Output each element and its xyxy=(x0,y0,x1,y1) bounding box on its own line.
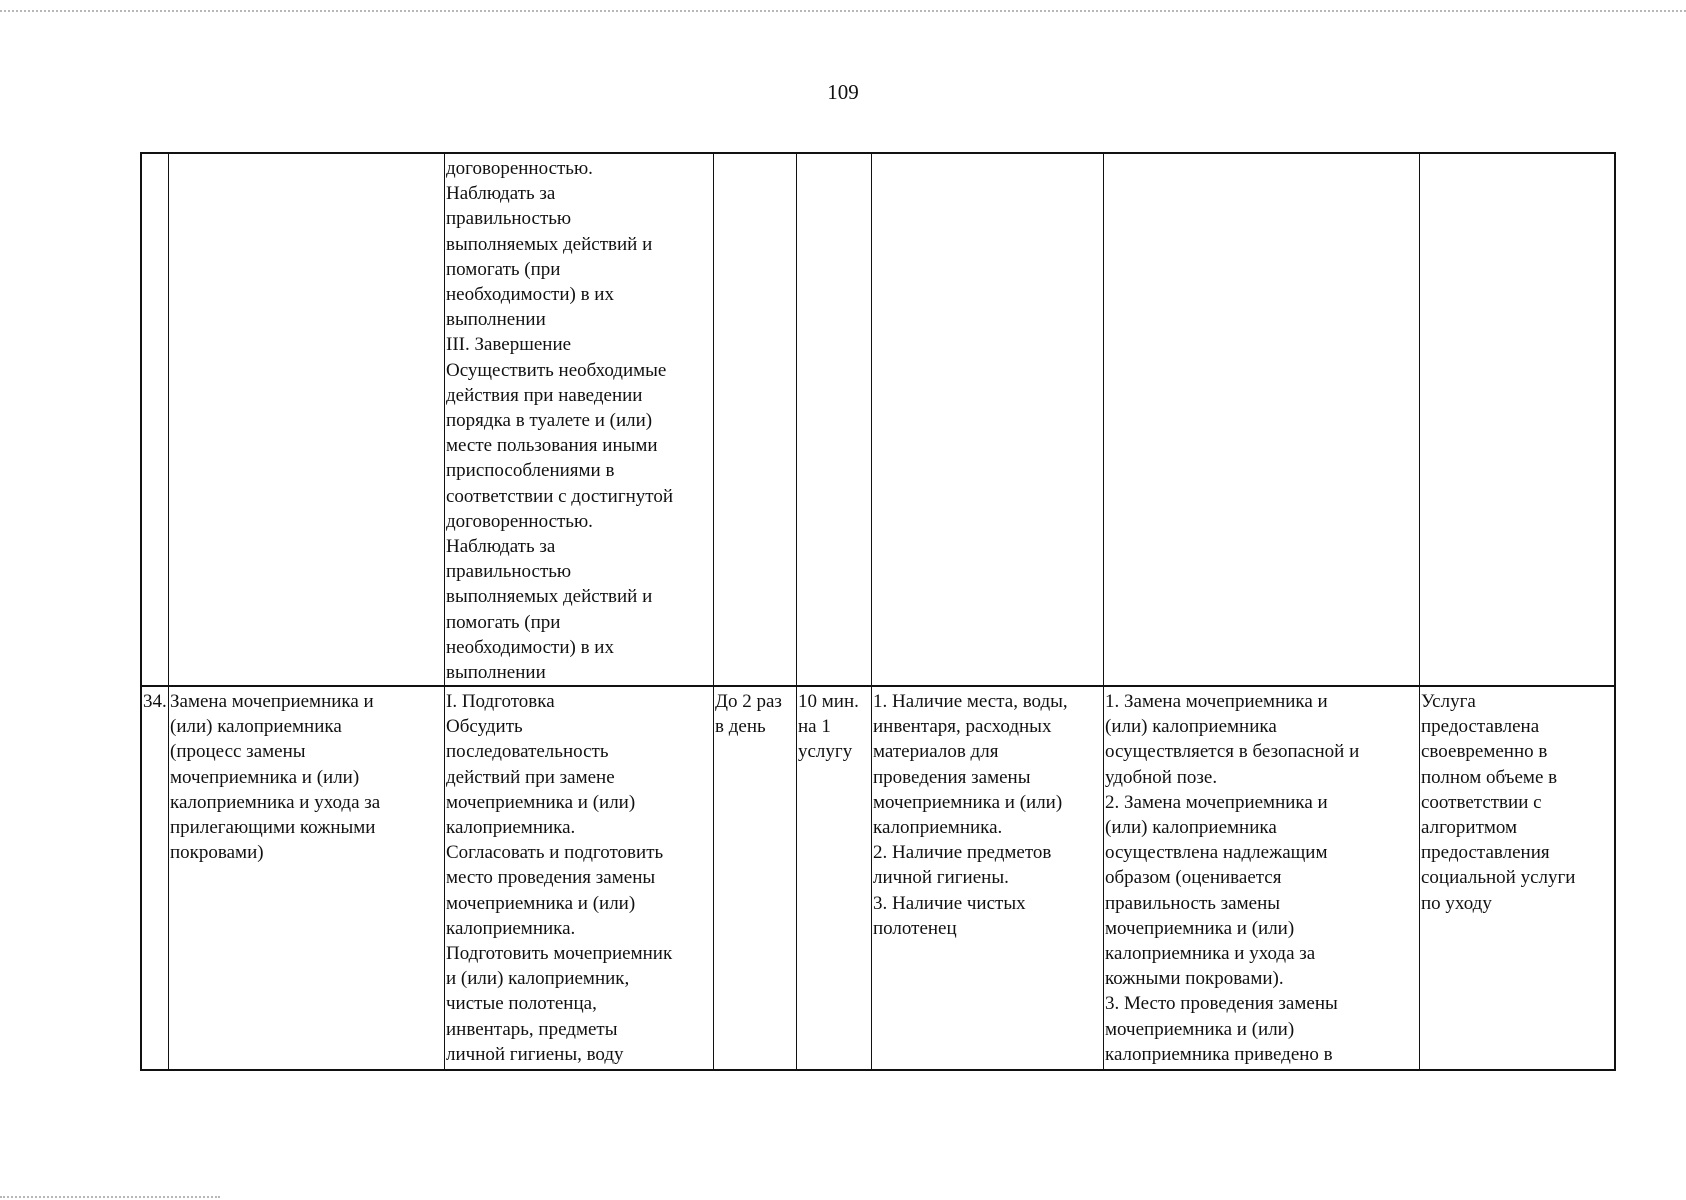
service-name-cell: Замена мочеприемника и (или) калоприемника (процесс замены мочеприемника и (или) калоприемника и ухода за прилегающими кожными покровами) xyxy=(169,687,445,1069)
frequency-cell: До 2 раз в день xyxy=(714,687,797,1069)
page-number: 109 xyxy=(827,80,859,104)
result-cell: Услуга предоставлена своевременно в полном объеме в соответствии с алгоритмом предоставления социальной услуги по уходу xyxy=(1421,691,1576,914)
conditions-cell xyxy=(872,154,1104,685)
scan-bottom-edge xyxy=(0,1196,220,1198)
table-row xyxy=(142,685,1614,1069)
quality-cell xyxy=(1104,154,1420,685)
procedure-cell: I. Подготовка Обсудить последовательность действий при замене мочеприемника и (или) калоприемника. Согласовать и подготовить место проведения замены мочеприемника и (или) калоприемника. Подготовить мочеприемник и (или) калоприемник, чистые полотенца, инвентарь, предметы личной гигиены, воду xyxy=(445,687,714,1069)
scan-top-edge xyxy=(0,10,1686,12)
row-number-cell xyxy=(142,154,169,685)
conditions-cell: 1. Наличие места, воды, инвентаря, расходных материалов для проведения замены мочеприемника и (или) калоприемника. 2. Наличие предметов личной гигиены. 3. Наличие чистых полотенец xyxy=(872,687,1104,1069)
procedure-cell: договоренностью. Наблюдать за правильностью выполняемых действий и помогать (при необходимости) в их выполнении III. Завершение Осуществить необходимые действия при наведении порядка в туалете и (или) месте пользования иными приспособлениями в соответствии с достигнутой договоренностью. Наблюдать за правильностью выполняемых действий и помогать (при необходимости) в их выполнении xyxy=(445,154,714,685)
result-cell xyxy=(1420,154,1614,685)
frequency-cell xyxy=(714,154,797,685)
table-row xyxy=(142,154,1614,685)
service-name-cell xyxy=(169,154,445,685)
row-number-cell: 34. xyxy=(142,687,169,1069)
services-table xyxy=(140,152,1616,1071)
time-cell: 10 мин. на 1 услугу xyxy=(797,687,872,1069)
quality-cell: 1. Замена мочеприемника и (или) калоприемника осуществляется в безопасной и удобной позе. 2. Замена мочеприемника и (или) калоприемника осуществлена надлежащим образом (оценивается правильность замены мочеприемника и (или) калоприемника и ухода за кожными покровами). 3. Место проведения замены мочеприемника и (или) калоприемника приведено в xyxy=(1104,687,1420,1069)
time-cell xyxy=(797,154,872,685)
